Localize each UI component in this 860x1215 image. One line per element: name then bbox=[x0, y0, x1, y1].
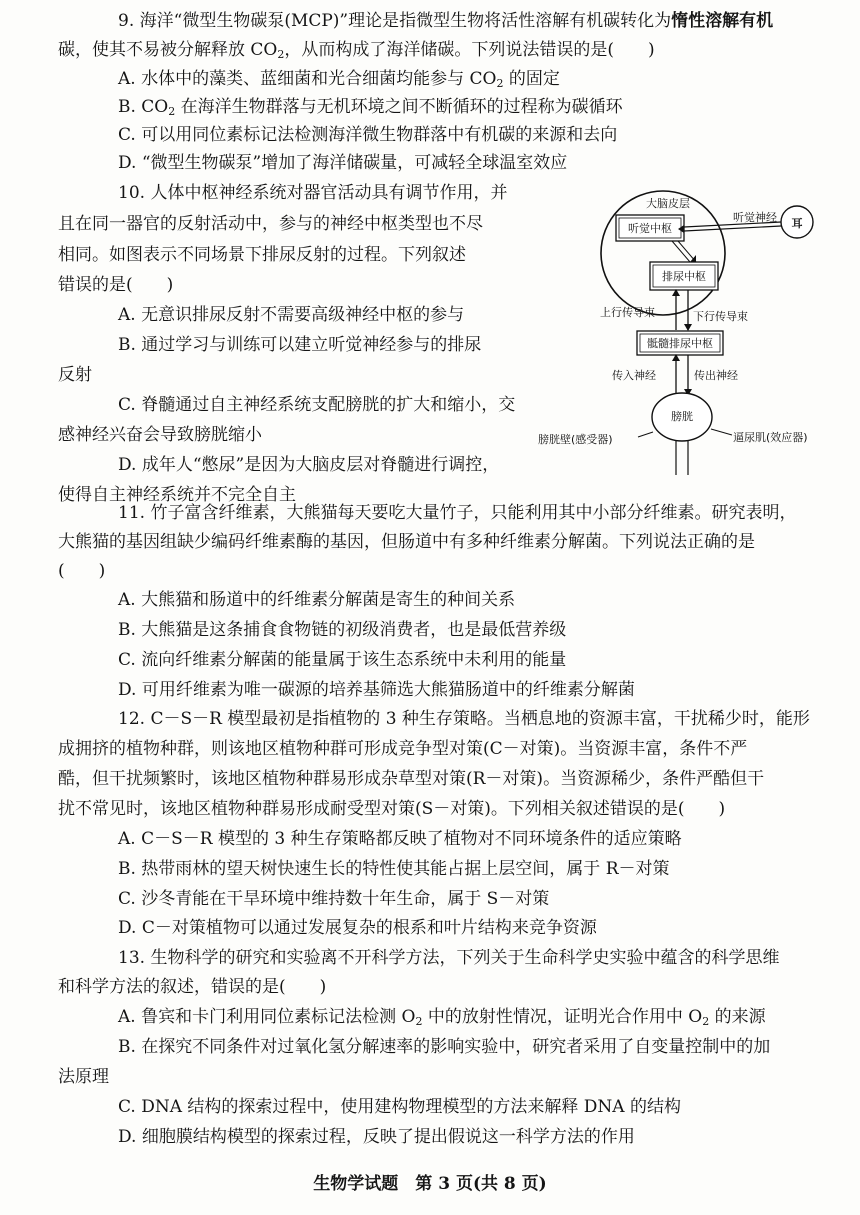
q11-stem-line2: 大熊猫的基因组缺少编码纤维素酶的基因，但肠道中有多种纤维素分解菌。下列说法正确的是 bbox=[58, 532, 755, 552]
detrusor-label: 逼尿肌(效应器) bbox=[733, 431, 808, 444]
q12-stem-line1: 12. C－S－R 模型最初是指植物的 3 种生存策略。当栖息地的资源丰富，干扰稀少时，能形 bbox=[118, 709, 810, 729]
q9-option-b: B. $CO_2$ 在海洋生物群落与无机环境之间不断循环的过程称为碳循环 bbox=[118, 97, 623, 118]
hearing-center-label: 听觉中枢 bbox=[628, 222, 672, 235]
page-footer: 生物学试题 第 3 页(共 8 页) bbox=[313, 1174, 547, 1194]
q13-option-b: B. 在探究不同条件对过氧化氢分解速率的影响实验中，研究者采用了自变量控制中的加 bbox=[118, 1037, 771, 1057]
q11-option-d: D. 可用纤维素为唯一碳源的培养基筛选大熊猫肠道中的纤维素分解菌 bbox=[118, 680, 635, 700]
urination-reflex-diagram bbox=[538, 185, 850, 480]
auditory-nerve-label: 听觉神经 bbox=[733, 211, 777, 224]
urination-center-label: 排尿中枢 bbox=[662, 270, 706, 283]
q13-option-b-cont: 法原理 bbox=[58, 1067, 109, 1087]
q9-option-d: D. “微型生物碳泵”增加了海洋储碳量，可减轻全球温室效应 bbox=[118, 153, 568, 173]
q13-option-d: D. 细胞膜结构模型的探索过程，反映了提出假说这一科学方法的作用 bbox=[118, 1127, 635, 1147]
q9-option-c: C. 可以用同位素标记法检测海洋微生物群落中有机碳的来源和去向 bbox=[118, 125, 618, 145]
efferent-nerve-label: 传出神经 bbox=[694, 369, 738, 382]
q13-stem-line2: 和科学方法的叙述，错误的是( ) bbox=[58, 977, 327, 997]
q10-option-a: A. 无意识排尿反射不需要高级神经中枢的参与 bbox=[118, 305, 465, 325]
q12-option-b: B. 热带雨林的望天树快速生长的特性使其能占据上层空间，属于 R－对策 bbox=[118, 859, 670, 879]
ear-label: 耳 bbox=[791, 217, 803, 230]
q10-option-b-cont: 反射 bbox=[58, 365, 92, 385]
q12-stem-line4: 扰不常见时，该地区植物种群易形成耐受型对策(S－对策)。下列相关叙述错误的是( ) bbox=[58, 799, 726, 819]
q10-option-d-cont: 使得自主神经系统并不完全自主 bbox=[58, 485, 296, 505]
q10-option-c-cont: 感神经兴奋会导致膀胱缩小 bbox=[58, 425, 262, 445]
q10-stem-line3: 相同。如图表示不同场景下排尿反射的过程。下列叙述 bbox=[58, 245, 466, 265]
q11-stem-line1: 11. 竹子富含纤维素，大熊猫每天要吃大量竹子，只能利用其中小部分纤维素。研究表明， bbox=[118, 503, 797, 523]
bladder-label: 膀胱 bbox=[671, 410, 693, 423]
q12-stem-line2: 成拥挤的植物种群，则该地区植物种群可形成竞争型对策(C－对策)。当资源丰富，条件不严 bbox=[58, 739, 748, 759]
bladder-wall-label: 膀胱壁(感受器) bbox=[538, 433, 613, 446]
q12-option-d: D. C－对策植物可以通过发展复杂的根系和叶片结构来竞争资源 bbox=[118, 918, 597, 938]
q9-stem-line1: 9. 海洋“微型生物碳泵(MCP)”理论是指微型生物将活性溶解有机碳转化为惰性溶解有机 bbox=[118, 11, 774, 31]
q10-stem-line4: 错误的是( ) bbox=[58, 275, 174, 295]
q12-option-c: C. 沙冬青能在干旱环境中维持数十年生命，属于 S－对策 bbox=[118, 889, 550, 909]
q11-option-b: B. 大熊猫是这条捕食食物链的初级消费者，也是最低营养级 bbox=[118, 620, 567, 640]
q11-option-a: A. 大熊猫和肠道中的纤维素分解菌是寄生的种间关系 bbox=[118, 590, 516, 610]
cortex-label: 大脑皮层 bbox=[646, 197, 690, 210]
afferent-nerve-label: 传入神经 bbox=[612, 369, 656, 382]
q12-stem-line3: 酷，但干扰频繁时，该地区植物种群易形成杂草型对策(R－对策)。当资源稀少，条件严酷但干 bbox=[58, 769, 765, 789]
q13-option-a: A. 鲁宾和卡门利用同位素标记法检测 $O_2$ 中的放射性情况，证明光合作用中 $O_2$ 的来源 bbox=[118, 1007, 766, 1028]
q10-option-c: C. 脊髓通过自主神经系统支配膀胱的扩大和缩小，交 bbox=[118, 395, 516, 415]
q13-stem-line1: 13. 生物科学的研究和实验离不开科学方法，下列关于生命科学史实验中蕴含的科学思维 bbox=[118, 948, 780, 968]
q9-stem-line2: 碳，使其不易被分解释放 $CO_2$，从而构成了海洋储碳。下列说法错误的是( ) bbox=[58, 40, 655, 61]
ascending-tract-label: 上行传导束 bbox=[600, 306, 655, 319]
q11-option-c: C. 流向纤维素分解菌的能量属于该生态系统中未利用的能量 bbox=[118, 650, 567, 670]
descending-tract-label: 下行传导束 bbox=[693, 310, 748, 323]
q10-stem-line1: 10. 人体中枢神经系统对器官活动具有调节作用，并 bbox=[118, 183, 508, 203]
q11-stem-line3: ( ) bbox=[58, 561, 106, 581]
q13-option-c: C. DNA 结构的探索过程中，使用建构物理模型的方法来解释 DNA 的结构 bbox=[118, 1097, 681, 1117]
q12-option-a: A. C－S－R 模型的 3 种生存策略都反映了植物对不同环境条件的适应策略 bbox=[118, 829, 682, 849]
q10-stem-line2: 且在同一器官的反射活动中，参与的神经中枢类型也不尽 bbox=[58, 214, 483, 234]
sacral-center-label: 骶髓排尿中枢 bbox=[647, 337, 713, 350]
q9-option-a: A. 水体中的藻类、蓝细菌和光合细菌均能参与 $CO_2$ 的固定 bbox=[118, 69, 560, 90]
q10-option-d: D. 成年人“憋尿”是因为大脑皮层对脊髓进行调控， bbox=[118, 455, 500, 475]
q10-option-b: B. 通过学习与训练可以建立听觉神经参与的排尿 bbox=[118, 335, 482, 355]
